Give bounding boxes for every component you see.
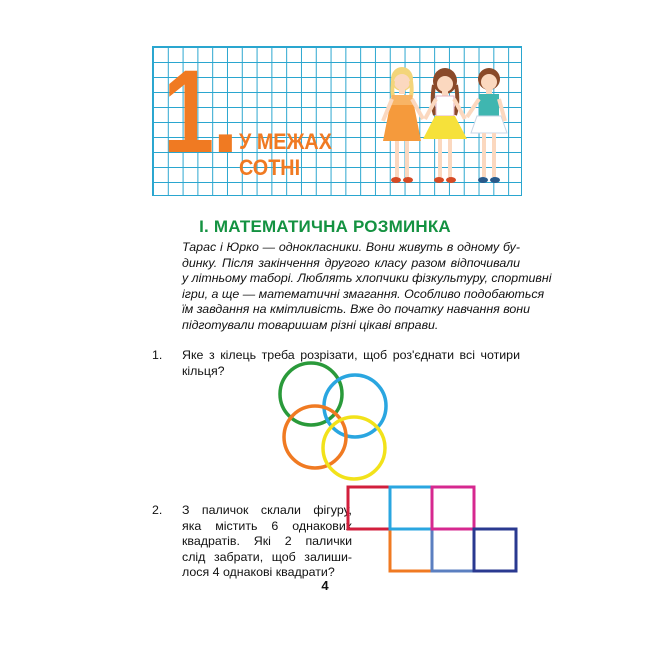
ring-orange	[284, 406, 346, 468]
stick-square-navy	[474, 529, 516, 571]
task-2-line: З паличок склали фігуру,	[182, 503, 352, 517]
stick-square-slate	[432, 529, 474, 571]
chapter-title-line2: СОТНІ	[239, 155, 301, 180]
stick-square-magenta	[432, 487, 474, 529]
task-2-line: квадратів. Які 2 палички	[182, 534, 352, 549]
chapter-number: 1.	[163, 46, 237, 178]
stick-square-orange-bottom	[390, 529, 432, 571]
intro-line: у літньому таборі. Люблять хлопчики фізкультуру, спортивні	[182, 271, 552, 286]
task-2-line: яка містить 6 однакових	[182, 518, 352, 533]
task-1-number: 1.	[152, 348, 163, 362]
task-2-number: 2.	[152, 503, 163, 517]
page-number: 4	[321, 578, 329, 593]
intro-line: Тарас і Юрко — однокласники. Вони живуть в одному бу-	[182, 240, 520, 254]
intro-line: підготували товаришам різні цікаві вправи.	[182, 317, 439, 332]
task-2-line: лося 4 однакові квадрати?	[182, 565, 335, 580]
intro-line: ігри, а ще — математичні змагання. Особливо подобаються	[182, 286, 545, 301]
stick-square-blue	[390, 487, 432, 529]
four-rings-figure	[270, 356, 396, 484]
intro-line: їм завдання на кмітливість. Вже до початку навчання вони	[182, 302, 531, 317]
six-squares-figure	[344, 484, 524, 576]
chapter-title	[239, 129, 332, 181]
task-1-line: Яке з кілець треба розрізати, щоб роз'єднати всі чотири	[182, 348, 520, 362]
chapter-title-line1: У МЕЖАХ	[239, 129, 332, 154]
intro-line: динку. Після закінчення другого класу разом відпочивали	[182, 255, 520, 270]
task-2-text	[182, 503, 352, 581]
three-girls-illustration	[375, 59, 515, 195]
task-2-line: слід забрати, щоб залиши-	[182, 549, 352, 564]
ring-green	[280, 363, 342, 425]
girl-orange-dress	[383, 67, 423, 183]
ring-yellow	[323, 417, 385, 479]
task-1-line: кільця?	[182, 363, 225, 378]
girl-yellow-skirt	[423, 68, 467, 183]
chapter-banner	[152, 46, 522, 196]
section-title: І. МАТЕМАТИЧНА РОЗМИНКА	[199, 217, 451, 236]
stick-square-red	[348, 487, 390, 529]
girl-teal-top	[467, 68, 507, 183]
intro-paragraph	[182, 240, 552, 334]
